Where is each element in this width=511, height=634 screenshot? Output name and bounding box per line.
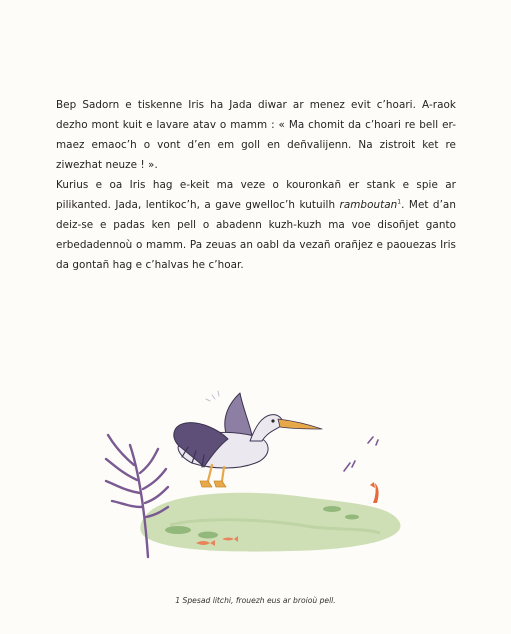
lily-pad [323,506,341,512]
paragraph-2-end: . Met d’an deiz-se e padas ken pell o abadenn kuzh-kuzh ma voe disoñjet ganto erbedadennoù o mamm. Pa zeuas an oabl da vezañ orañjez e paouezas Iris da gontañ hag e c’halvas he c’hoar. [56,199,456,271]
rambutan-word: ramboutan [339,199,398,211]
pelican-pond-illustration [100,385,420,560]
paragraph-1: Bep Sadorn e tiskenne Iris ha Jada diwar ar menez evit c’hoari. A-raok dezho mont kuit e lavare atav o mamm : « Ma chomit da c’hoari re bell er-maez emaoc’h o vont d’en em goll en deñvalijenn. Na zistroit ket re ziwezhat neuze ! ». [56,99,456,171]
pelican-feet [200,481,226,487]
lily-pad [345,515,359,520]
lily-pad [165,526,191,534]
footnote-reference: 1 [397,198,402,206]
footnote-text: Spesad litchi, frouezh eus ar broioù pell. [182,596,336,605]
footnote-marker: 1 [175,596,181,605]
paragraph-2 [56,175,456,275]
pelican-beak [278,419,322,429]
pelican-eye [271,419,274,422]
paragraph-2-start: Kurius e oa Iris hag e-keit ma veze o kouronkañ er stank e spie ar pilikanted. Jada, lentikoc’h, a gave gwelloc’h kutuilh [56,179,456,211]
lily-pad [198,532,218,539]
small-reeds [344,437,378,471]
story-text [56,95,456,275]
footnote [0,596,511,605]
pelican [174,393,322,487]
